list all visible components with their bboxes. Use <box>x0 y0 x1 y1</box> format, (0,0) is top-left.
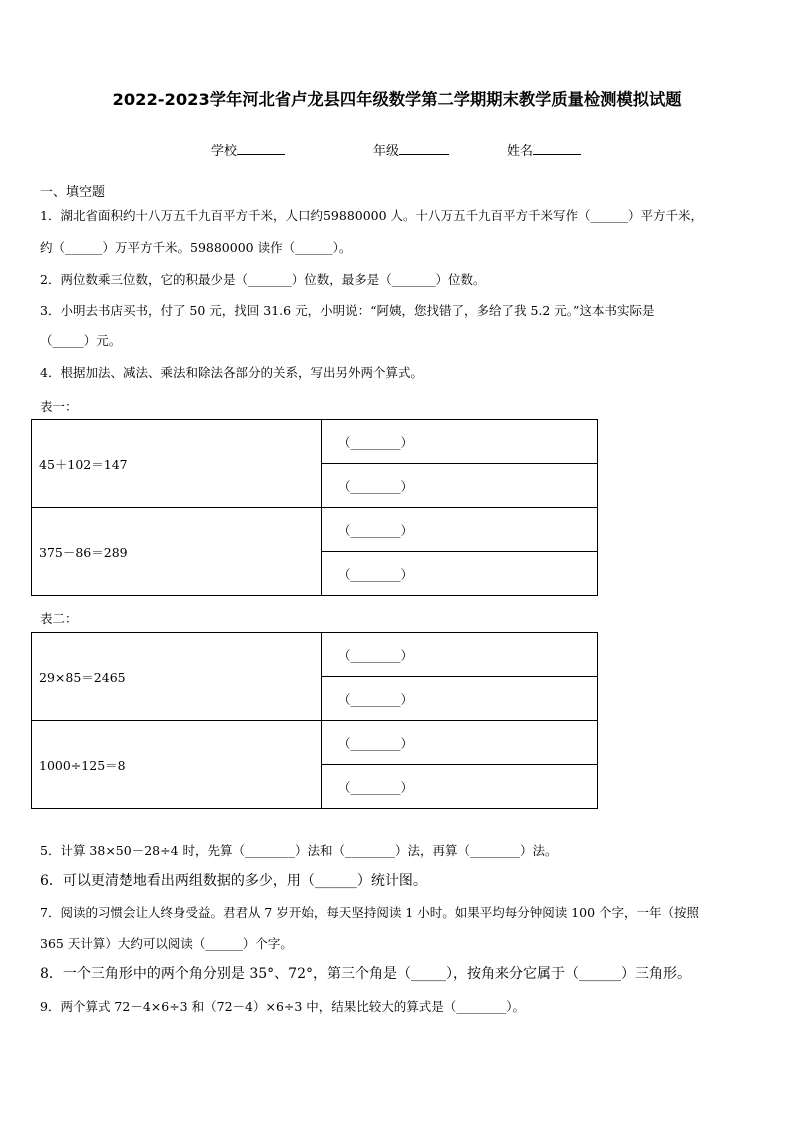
answer-cell[interactable]: （________） <box>322 633 598 677</box>
question-2: 2．两位数乘三位数，它的积最少是（_______）位数，最多是（_______）位数。 <box>40 272 486 287</box>
school-blank[interactable] <box>237 142 285 155</box>
question-1-line-1: 1．湖北省面积约十八万五千九百平方千米，人口约59880000 人。十八万五千九百平方千米写作（______）平方千米， <box>40 208 704 223</box>
question-3-line-1: 3．小明去书店买书，付了 50 元，找回 31.6 元，小明说：“阿姨，您找错了，多给了我 5.2 元。”这本书实际是 <box>40 303 655 318</box>
question-9: 9．两个算式 72－4×6÷3 和（72－4）×6÷3 中，结果比较大的算式是（________）。 <box>40 999 526 1014</box>
question-1-line-2: 约（______）万平方千米。59880000 读作（______）。 <box>40 240 352 255</box>
equation-cell: 1000÷125＝8 <box>32 721 322 809</box>
section-heading: 一、填空题 <box>40 185 106 200</box>
equation-cell: 375－86＝289 <box>32 508 322 596</box>
school-field <box>211 140 285 159</box>
school-label: 学校 <box>211 144 238 159</box>
question-5: 5．计算 38×50－28÷4 时，先算（________）法和（________）法，再算（________）法。 <box>40 843 558 858</box>
table-2 <box>31 632 598 809</box>
page-title: 2022-2023学年河北省卢龙县四年级数学第二学期期末教学质量检测模拟试题 <box>112 90 682 109</box>
answer-cell[interactable]: （________） <box>322 508 598 552</box>
question-7-line-2: 365 天计算）大约可以阅读（______）个字。 <box>40 936 293 951</box>
answer-cell[interactable]: （________） <box>322 420 598 464</box>
table-2-label: 表二： <box>40 611 78 626</box>
question-8: 8．一个三角形中的两个角分别是 35°、72°，第三个角是（_____），按角来分它属于（______）三角形。 <box>40 966 691 982</box>
grade-blank[interactable] <box>399 142 449 155</box>
table-1 <box>31 419 598 596</box>
equation-cell: 29×85＝2465 <box>32 633 322 721</box>
name-field <box>507 140 581 159</box>
table-row <box>32 508 598 552</box>
question-6: 6．可以更清楚地看出两组数据的多少，用（______）统计图。 <box>40 873 427 889</box>
table-row <box>32 721 598 765</box>
table-row <box>32 420 598 464</box>
question-4: 4．根据加法、减法、乘法和除法各部分的关系，写出另外两个算式。 <box>40 365 423 380</box>
table-1-label: 表一： <box>40 399 78 414</box>
name-blank[interactable] <box>533 142 581 155</box>
question-3-line-2: （_____）元。 <box>40 333 122 348</box>
answer-cell[interactable]: （________） <box>322 765 598 809</box>
answer-cell[interactable]: （________） <box>322 552 598 596</box>
answer-cell[interactable]: （________） <box>322 677 598 721</box>
grade-field <box>373 140 449 159</box>
table-row <box>32 633 598 677</box>
question-7-line-1: 7．阅读的习惯会让人终身受益。君君从 7 岁开始，每天坚持阅读 1 小时。如果平均每分钟阅读 100 个字，一年（按照 <box>40 905 700 920</box>
grade-label: 年级 <box>373 144 400 159</box>
name-label: 姓名 <box>507 144 534 159</box>
equation-cell: 45＋102＝147 <box>32 420 322 508</box>
answer-cell[interactable]: （________） <box>322 464 598 508</box>
answer-cell[interactable]: （________） <box>322 721 598 765</box>
